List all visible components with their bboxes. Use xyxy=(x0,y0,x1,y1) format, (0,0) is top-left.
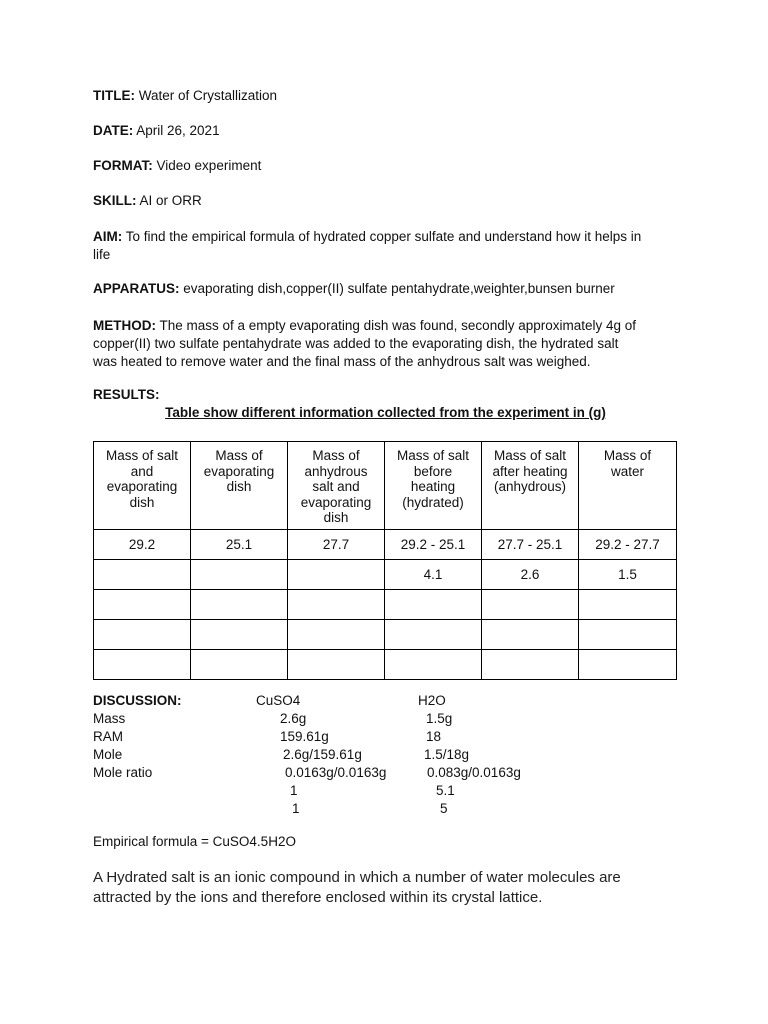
header-line: evaporating xyxy=(106,479,178,494)
discussion-row-label: Mole xyxy=(93,747,123,762)
table-cell xyxy=(385,590,482,620)
table-header-cell xyxy=(191,442,288,530)
table-row xyxy=(94,650,677,680)
table-cell: 27.7 - 25.1 xyxy=(482,530,579,560)
table-cell: 1.5 xyxy=(579,560,677,590)
table-cell xyxy=(288,620,385,650)
table-row xyxy=(94,530,677,560)
header-line: dish xyxy=(323,510,349,525)
header-line: Mass of xyxy=(215,448,263,463)
header-line: evaporating xyxy=(203,463,275,479)
table-header-cell xyxy=(579,442,677,530)
hydrated-salt-note xyxy=(93,868,693,908)
discussion-cuso4-value: 2.6g/159.61g xyxy=(283,747,362,762)
discussion-cuso4-value: 1 xyxy=(292,801,300,816)
format-label: FORMAT: xyxy=(93,158,153,173)
results-label: RESULTS: xyxy=(93,387,160,402)
header-line: salt and xyxy=(312,479,360,494)
table-cell xyxy=(482,620,579,650)
format-line xyxy=(93,158,261,173)
discussion-cuso4-value: 159.61g xyxy=(280,729,329,744)
header-line: after heating xyxy=(492,463,568,479)
header-line: Mass of salt xyxy=(105,448,179,463)
date-value: April 26, 2021 xyxy=(136,123,220,138)
table-cell xyxy=(191,620,288,650)
discussion-col1-header: CuSO4 xyxy=(256,693,301,708)
aim-paragraph xyxy=(93,228,683,264)
table-cell xyxy=(579,590,677,620)
header-line: Mass of salt xyxy=(493,448,567,463)
table-cell xyxy=(385,620,482,650)
table-cell: 29.2 - 25.1 xyxy=(385,530,482,560)
discussion-h2o-value: 1.5g xyxy=(426,711,453,726)
discussion-h2o-value: 0.083g/0.0163g xyxy=(427,765,521,780)
apparatus-label: APPARATUS: xyxy=(93,281,180,296)
header-line: anhydrous xyxy=(304,463,368,479)
table-header-row xyxy=(94,442,677,530)
table-cell xyxy=(94,650,191,680)
header-line: and xyxy=(130,463,154,479)
discussion-row-label: Mole ratio xyxy=(93,765,153,780)
header-line: (hydrated) xyxy=(402,494,464,510)
title-label: TITLE: xyxy=(93,88,135,103)
apparatus-line xyxy=(93,281,615,296)
discussion-h2o-value: 18 xyxy=(426,729,442,744)
method-paragraph xyxy=(93,317,683,371)
table-cell: 2.6 xyxy=(482,560,579,590)
method-line-1: The mass of a empty evaporating dish was found, secondly approximately 4g of xyxy=(159,318,637,333)
hydrated-note-line-2: attracted by the ions and therefore enclosed within its crystal lattice. xyxy=(93,889,543,906)
discussion-cuso4-value: 1 xyxy=(290,783,298,798)
method-line-2: copper(II) two sulfate pentahydrate was added to the evaporating dish, the hydrated salt xyxy=(93,336,619,351)
skill-line xyxy=(93,193,202,208)
table-cell xyxy=(191,650,288,680)
table-cell xyxy=(94,560,191,590)
table-cell xyxy=(385,650,482,680)
table-caption: Table show different information collected from the experiment in (g) xyxy=(165,405,606,420)
table-header-cell xyxy=(288,442,385,530)
table-header-cell xyxy=(385,442,482,530)
title-line xyxy=(93,88,277,103)
discussion-cuso4-value: 2.6g xyxy=(280,711,307,726)
method-label: METHOD: xyxy=(93,318,156,333)
discussion-h2o-value: 5 xyxy=(440,801,448,816)
table-cell xyxy=(94,590,191,620)
header-line: dish xyxy=(129,494,155,510)
table-cell xyxy=(94,620,191,650)
empirical-formula: Empirical formula = CuSO4.5H2O xyxy=(93,834,296,849)
apparatus-value: evaporating dish,copper(II) sulfate pentahydrate,weighter,bunsen burner xyxy=(183,281,615,296)
table-cell xyxy=(579,650,677,680)
table-cell xyxy=(288,560,385,590)
table-row xyxy=(94,560,677,590)
header-line: before xyxy=(413,463,453,479)
date-line xyxy=(93,123,220,138)
results-heading xyxy=(93,387,160,402)
table-row xyxy=(94,590,677,620)
discussion-col2-header: H2O xyxy=(418,693,446,708)
skill-value: AI or ORR xyxy=(139,193,202,208)
table-cell: 29.2 - 27.7 xyxy=(579,530,677,560)
table-cell: 25.1 xyxy=(191,530,288,560)
results-table xyxy=(93,441,677,680)
table-row xyxy=(94,620,677,650)
header-line: water xyxy=(610,463,644,479)
discussion-row-label: RAM xyxy=(93,729,123,744)
table-header-cell xyxy=(94,442,191,530)
header-line: Mass of xyxy=(603,448,652,463)
format-value: Video experiment xyxy=(156,158,262,173)
discussion-cuso4-value: 0.0163g/0.0163g xyxy=(285,765,387,780)
table-cell: 4.1 xyxy=(385,560,482,590)
table-cell xyxy=(191,560,288,590)
header-line: Mass of salt xyxy=(396,448,470,463)
table-cell xyxy=(191,590,288,620)
table-cell: 27.7 xyxy=(288,530,385,560)
table-cell xyxy=(482,650,579,680)
discussion-row-label: Mass xyxy=(93,711,126,726)
skill-label: SKILL: xyxy=(93,193,137,208)
hydrated-note-line-1: A Hydrated salt is an ionic compound in which a number of water molecules are xyxy=(93,869,621,886)
table-cell xyxy=(288,650,385,680)
title-value: Water of Crystallization xyxy=(138,88,278,103)
discussion-h2o-value: 1.5/18g xyxy=(424,747,470,762)
discussion-h2o-value: 5.1 xyxy=(436,783,455,798)
aim-line-2: life xyxy=(93,247,111,262)
table-cell xyxy=(482,590,579,620)
header-line: evaporating xyxy=(300,494,372,510)
header-line: Mass of xyxy=(312,448,360,463)
discussion-label: DISCUSSION: xyxy=(93,693,182,708)
table-cell xyxy=(288,590,385,620)
table-header-cell xyxy=(482,442,579,530)
method-line-3: was heated to remove water and the final mass of the anhydrous salt was weighed. xyxy=(93,354,591,369)
header-line: heating xyxy=(410,479,456,494)
header-line: (anhydrous) xyxy=(493,479,567,494)
table-cell: 29.2 xyxy=(94,530,191,560)
header-line: dish xyxy=(226,479,252,494)
table-cell xyxy=(579,620,677,650)
aim-label: AIM: xyxy=(93,229,123,244)
aim-line-1: To find the empirical formula of hydrated copper sulfate and understand how it helps in xyxy=(125,229,642,244)
date-label: DATE: xyxy=(93,123,134,138)
